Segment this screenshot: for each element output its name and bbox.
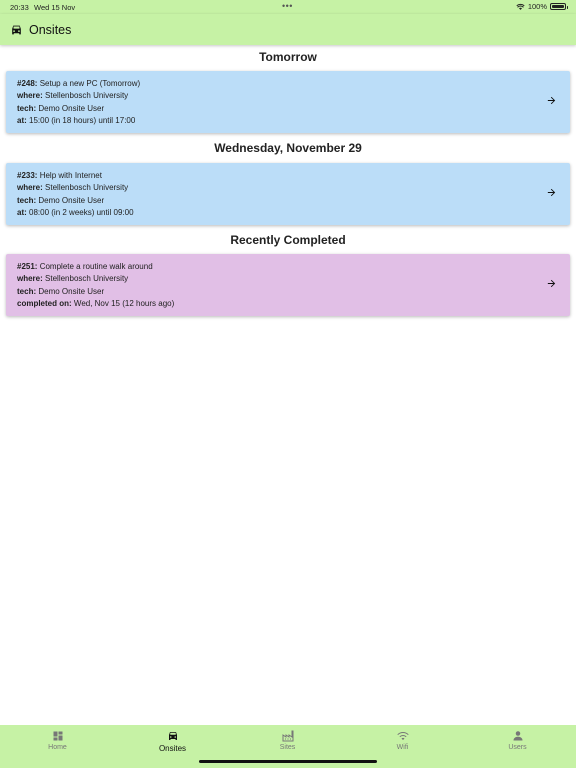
status-bar bbox=[0, 0, 576, 14]
card-title-line bbox=[17, 261, 559, 273]
card-title-line bbox=[17, 78, 559, 90]
card-time-line bbox=[17, 298, 559, 310]
onsite-summary: Help with Internet bbox=[39, 171, 102, 180]
battery-percentage: 100% bbox=[527, 2, 547, 11]
card-time-line bbox=[17, 207, 559, 219]
onsite-card[interactable] bbox=[6, 71, 570, 133]
factory-icon bbox=[282, 730, 294, 742]
onsite-id: #248: bbox=[17, 79, 38, 88]
card-tech-line bbox=[17, 103, 559, 115]
wifi-icon bbox=[397, 730, 409, 742]
tech-label: tech: bbox=[17, 103, 37, 113]
time-label: at: bbox=[17, 115, 27, 125]
battery-icon bbox=[550, 3, 566, 10]
where-value: Stellenbosch University bbox=[45, 183, 129, 193]
dashboard-icon bbox=[52, 730, 64, 742]
status-right bbox=[516, 2, 566, 11]
nav-label-users: Users bbox=[508, 744, 527, 751]
nav-item-home[interactable] bbox=[0, 725, 115, 768]
nav-item-users[interactable] bbox=[460, 725, 575, 768]
arrow-right-icon[interactable] bbox=[546, 278, 557, 289]
card-where-line bbox=[17, 182, 559, 194]
card-tech-line bbox=[17, 195, 559, 207]
where-label: where: bbox=[17, 183, 43, 193]
tech-label: tech: bbox=[17, 195, 37, 205]
onsite-card[interactable] bbox=[6, 163, 570, 225]
time-value: Wed, Nov 15 (12 hours ago) bbox=[73, 298, 175, 308]
card-time-line bbox=[17, 115, 559, 127]
app-bar bbox=[0, 14, 576, 45]
multitasking-dots-icon[interactable]: ••• bbox=[282, 1, 293, 11]
car-icon bbox=[10, 24, 23, 36]
tech-value: Demo Onsite User bbox=[38, 195, 105, 205]
card-tech-line bbox=[17, 286, 559, 298]
section-header-tomorrow: Tomorrow bbox=[259, 50, 317, 64]
status-date: Wed 15 Nov bbox=[34, 3, 76, 12]
time-value: 15:00 (in 18 hours) until 17:00 bbox=[29, 115, 136, 125]
section-header-nov-29: Wednesday, November 29 bbox=[214, 141, 362, 155]
bottom-nav bbox=[0, 725, 576, 768]
where-value: Stellenbosch University bbox=[45, 274, 129, 284]
time-value: 08:00 (in 2 weeks) until 09:00 bbox=[29, 207, 134, 217]
time-label: completed on: bbox=[17, 298, 72, 308]
car-icon bbox=[167, 730, 179, 742]
nav-label-wifi: Wifi bbox=[396, 744, 409, 751]
wifi-signal-icon bbox=[516, 3, 525, 10]
person-icon bbox=[512, 730, 524, 742]
where-label: where: bbox=[17, 274, 43, 284]
where-value: Stellenbosch University bbox=[45, 91, 129, 101]
card-title-line bbox=[17, 170, 559, 182]
onsite-summary: Complete a routine walk around bbox=[39, 262, 153, 271]
page-title: Onsites bbox=[29, 22, 72, 37]
time-label: at: bbox=[17, 207, 27, 217]
tech-value: Demo Onsite User bbox=[38, 103, 105, 113]
onsite-card[interactable] bbox=[6, 254, 570, 316]
arrow-right-icon[interactable] bbox=[546, 187, 557, 198]
home-indicator[interactable] bbox=[199, 760, 377, 763]
nav-label-sites: Sites bbox=[279, 744, 296, 751]
status-time: 20:33 bbox=[10, 3, 29, 12]
onsite-summary: Setup a new PC (Tomorrow) bbox=[39, 79, 141, 88]
tech-value: Demo Onsite User bbox=[38, 286, 105, 296]
tech-label: tech: bbox=[17, 286, 37, 296]
where-label: where: bbox=[17, 91, 43, 101]
onsite-id: #251: bbox=[17, 262, 38, 271]
card-where-line bbox=[17, 90, 559, 102]
card-where-line bbox=[17, 273, 559, 285]
nav-label-home: Home bbox=[48, 744, 67, 751]
onsite-id: #233: bbox=[17, 171, 38, 180]
nav-label-onsites: Onsites bbox=[158, 744, 187, 753]
arrow-right-icon[interactable] bbox=[546, 95, 557, 106]
section-header-recently-completed: Recently Completed bbox=[230, 233, 346, 247]
